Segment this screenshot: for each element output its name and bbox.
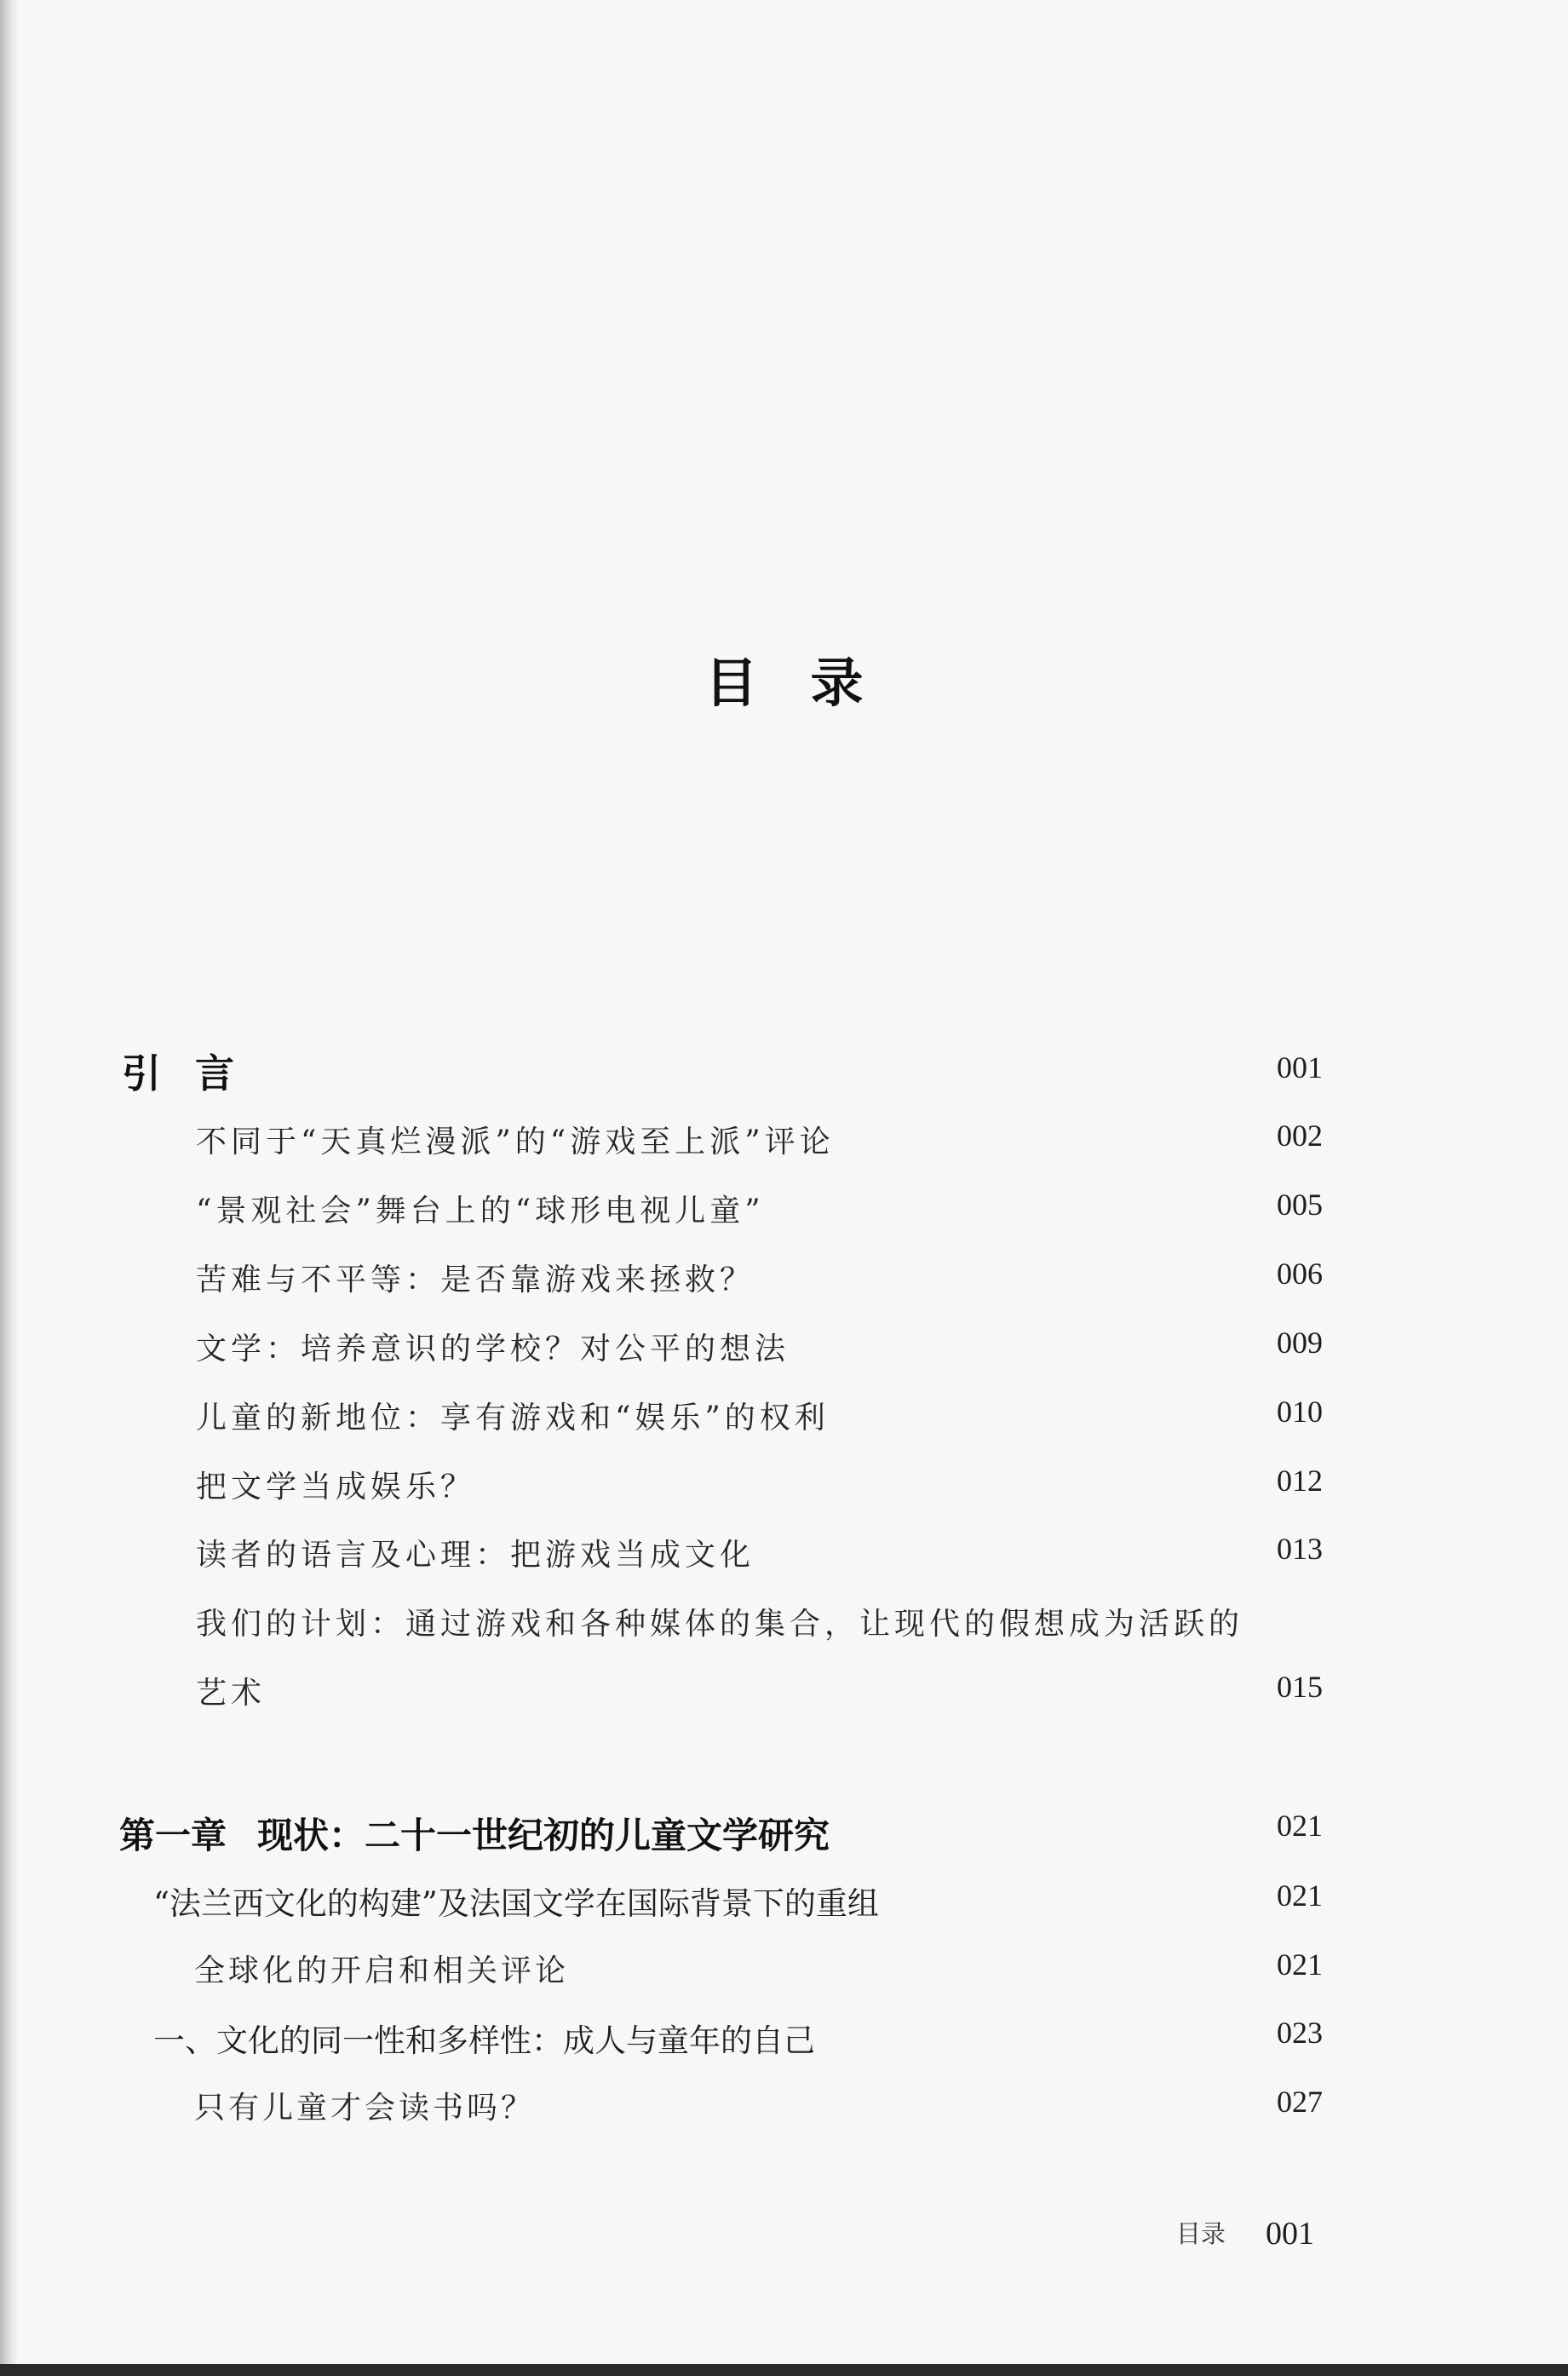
toc-entry[interactable]: [0, 1394, 1568, 1445]
chapter-title: 现状：二十一世纪初的儿童文学研究: [257, 1815, 830, 1856]
toc-entry-title: 读者的语言及心理：把游戏当成文化: [196, 1538, 755, 1573]
toc-chapter1-heading-row[interactable]: [0, 1808, 1568, 1859]
toc-entry-title: 不同于“天真烂漫派”的“游戏至上派”评论: [196, 1125, 835, 1159]
toc-page-number: 023: [1277, 2016, 1323, 2050]
toc-entry-title: 儿童的新地位：享有游戏和“娱乐”的权利: [196, 1401, 830, 1435]
toc-page-number: 002: [1277, 1119, 1323, 1153]
page-title: 目录: [704, 652, 916, 714]
toc-entry-title-continued: 艺术: [196, 1676, 267, 1711]
toc-page-number: 021: [1277, 1878, 1323, 1913]
toc-page-number: 027: [1277, 2085, 1323, 2119]
toc-section-title: “法兰西文化的构建”及法国文学在国际背景下的重组: [153, 1885, 879, 1922]
toc-entry-wrapped-line2[interactable]: [0, 1669, 1568, 1720]
toc-entry[interactable]: [0, 1463, 1568, 1514]
toc-page-number: 006: [1277, 1257, 1323, 1291]
toc-page-number: 001: [1277, 1050, 1323, 1084]
toc-entry[interactable]: [0, 1531, 1568, 1582]
toc-numbered-section-title: 一、文化的同一性和多样性：成人与童年的自己: [153, 2022, 815, 2059]
toc-entry-title: “景观社会”舞台上的“球形电视儿童”: [196, 1194, 765, 1228]
toc-page-number: 005: [1277, 1188, 1323, 1222]
toc-page-number: 013: [1277, 1532, 1323, 1566]
toc-entry[interactable]: [0, 1325, 1568, 1376]
toc-page-number: 012: [1277, 1464, 1323, 1498]
toc-entry-title: 把文学当成娱乐？: [196, 1470, 476, 1504]
page-footer: [1176, 2215, 1314, 2252]
toc-page-number: 021: [1277, 1809, 1323, 1843]
toc-page-number: 009: [1277, 1326, 1323, 1360]
footer-page-number: 001: [1266, 2216, 1314, 2252]
toc-subentry[interactable]: [0, 1947, 1568, 1998]
toc-page-number: 021: [1277, 1947, 1323, 1982]
toc-section[interactable]: [0, 1878, 1568, 1929]
toc-intro-heading-row[interactable]: [0, 1050, 1568, 1101]
page-bottom-edge: [0, 2364, 1568, 2376]
toc-entry[interactable]: [0, 1256, 1568, 1307]
toc-entry-title: 苦难与不平等：是否靠游戏来拯救？: [196, 1263, 755, 1297]
toc-entry[interactable]: [0, 1187, 1568, 1238]
toc-entry-wrapped-line1[interactable]: [0, 1600, 1568, 1651]
toc-subentry[interactable]: [0, 2084, 1568, 2135]
toc-entry-title: 我们的计划：通过游戏和各种媒体的集合，让现代的假想成为活跃的: [196, 1607, 1244, 1642]
toc-entry[interactable]: [0, 1118, 1568, 1169]
toc-subentry-title: 全球化的开启和相关评论: [194, 1953, 570, 1988]
toc-intro-heading: 引言: [122, 1050, 268, 1096]
footer-label: 目录: [1175, 2219, 1226, 2248]
chapter-label: 第一章: [119, 1815, 227, 1856]
toc-entry-title: 文学：培养意识的学校？对公平的想法: [196, 1332, 790, 1366]
toc-numbered-section[interactable]: [0, 2015, 1568, 2066]
toc-subentry-title: 只有儿童才会读书吗？: [194, 2091, 536, 2126]
toc-page-number: 015: [1277, 1670, 1323, 1704]
toc-page-number: 010: [1277, 1395, 1323, 1429]
